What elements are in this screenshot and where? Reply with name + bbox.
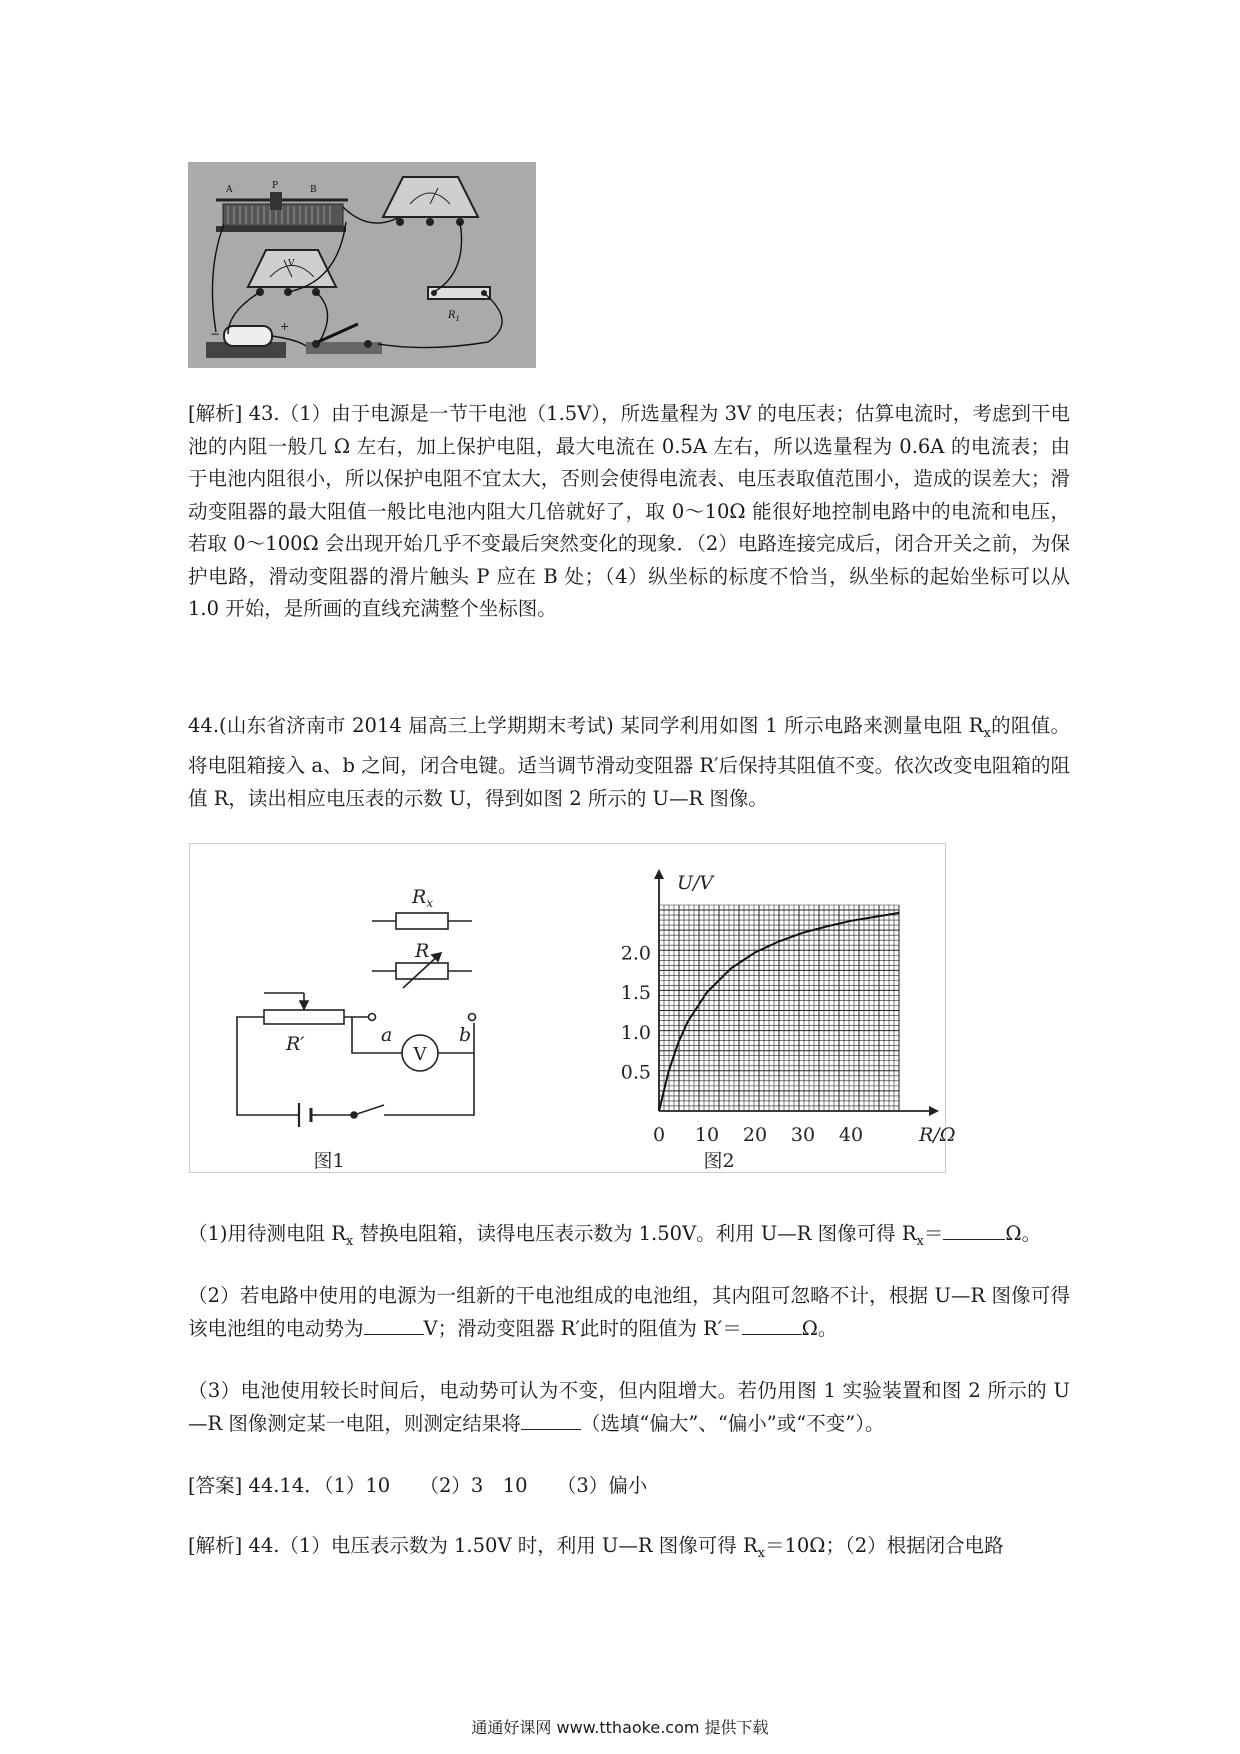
photo-label-a: A — [226, 185, 233, 195]
sub-question-2: （2）若电路中使用的电源为一组新的干电池组成的电池组，其内阻可忽略不计，根据 U—R 图像可得该电池组的电动势为 V；滑动变阻器 R′此时的阻值为 R′＝ Ω。 — [188, 1284, 1070, 1340]
sub-question-1: （1)用待测电阻 $R_x$ 替换电阻箱，读得电压表示数为 1.50V。利用 U—R 图像可得 $R_x= \Omega$。 — [188, 1218, 1070, 1258]
fig1-label-a: a — [381, 1024, 393, 1046]
fig1-label-b: b — [459, 1024, 472, 1046]
x-tick-label: 30 — [790, 1124, 816, 1146]
x-tick-label: 40 — [838, 1124, 864, 1146]
answer-blank[interactable] — [364, 1314, 424, 1335]
x-tick-label: 0 — [652, 1124, 666, 1146]
resistor-r1 — [428, 287, 490, 299]
circuit-photo — [188, 162, 536, 368]
fig1-label-rx: $R_x$ — [412, 886, 434, 910]
photo-label-b: B — [310, 185, 317, 195]
figures-box — [189, 843, 956, 1173]
y-tick-label: 2.0 — [620, 942, 651, 965]
photo-label-plus: + — [280, 320, 290, 333]
answer-blank[interactable] — [521, 1409, 581, 1430]
analysis-44: [解析] 44.（1）电压表示数为 1.50V 时，利用 U—R 图像可得 $R_x=10\Omega$；（2）根据闭合电路 — [188, 1534, 1004, 1561]
photo-label-r: $R_1$ — [448, 310, 460, 323]
y-axis-label: U/V — [677, 872, 714, 894]
answer-blank[interactable] — [943, 1219, 1005, 1240]
x-tick-label: 20 — [742, 1124, 768, 1146]
sub-question-3: （3）电池使用较长时间后，电动势可认为不变，但内阻增大。若仍用图 1 实验装置和图 2 所示的 U—R 图像测定某一电阻，则测定结果将 （选填“偏大”、“偏小”或“不变”）。 — [188, 1379, 1070, 1435]
analysis-43: [解析] 43.（1）由于电源是一节干电池（1.5V），所选量程为 3V 的电压表；估算电流时，考虑到干电池的内阻一般几 Ω 左右，加上保护电阻，最大电流在 0.5A 左右，所以选量程为 0.6A 的电流表；由于电池内阻很小，所以保护电阻不宜太大，否则会使得电流表、电压表取值范围小，造成的误差大；滑动变阻器的最大阻值一般比电池内阻大几倍就好了，取 0～10Ω 能很好地控制电路中的电流和电压，若取 0～100Ω 会出现开始几乎不变最后突然变化的现象．（2）电路连接完成后，闭合开关之前，为保护电路，滑动变阻器的滑片触头 P 应在 B 处；（4）纵坐标的标度不恰当，纵坐标的起始坐标可以从 1.0 开始，是所画的直线充满整个坐标图。 — [188, 402, 1070, 620]
photo-label-p: P — [272, 181, 279, 191]
answer-44: [答案] 44.14．（1）10 （2）3 10 （3）偏小 — [188, 1474, 648, 1497]
fig1-voltmeter-label: V — [413, 1044, 427, 1065]
x-axis-label: R/Ω — [919, 1124, 956, 1146]
x-tick-label: 10 — [694, 1124, 720, 1146]
y-tick-label: 1.0 — [620, 1021, 651, 1044]
y-tick-label: 0.5 — [620, 1061, 651, 1084]
fig1-label-r: R — [415, 940, 430, 962]
fig2-caption: 图2 — [703, 1150, 735, 1172]
answer-blank[interactable] — [742, 1314, 802, 1335]
fig1-caption: 图1 — [313, 1150, 345, 1172]
y-tick-label: 1.5 — [620, 982, 651, 1005]
question-44: 44.(山东省济南市 2014 届高三上学期期末考试) 某同学利用如图 1 所示电路来测量电阻 $R_x$的阻值。将电阻箱接入 a、b 之间，闭合电键。适当调节滑动变阻器 R′后保持其阻值不变。依次改变电阻箱的阻值 R，读出相应电压表的示数 U，得到如图 2 所示的 U—R 图像。 — [188, 714, 1070, 810]
photo-label-minus: − — [210, 327, 221, 341]
photo-label-v: V — [288, 259, 295, 269]
footer: 通通好课网 www.tthaoke.com 提供下载 — [471, 1718, 769, 1737]
fig1-label-rprime: R′ — [286, 1033, 305, 1055]
